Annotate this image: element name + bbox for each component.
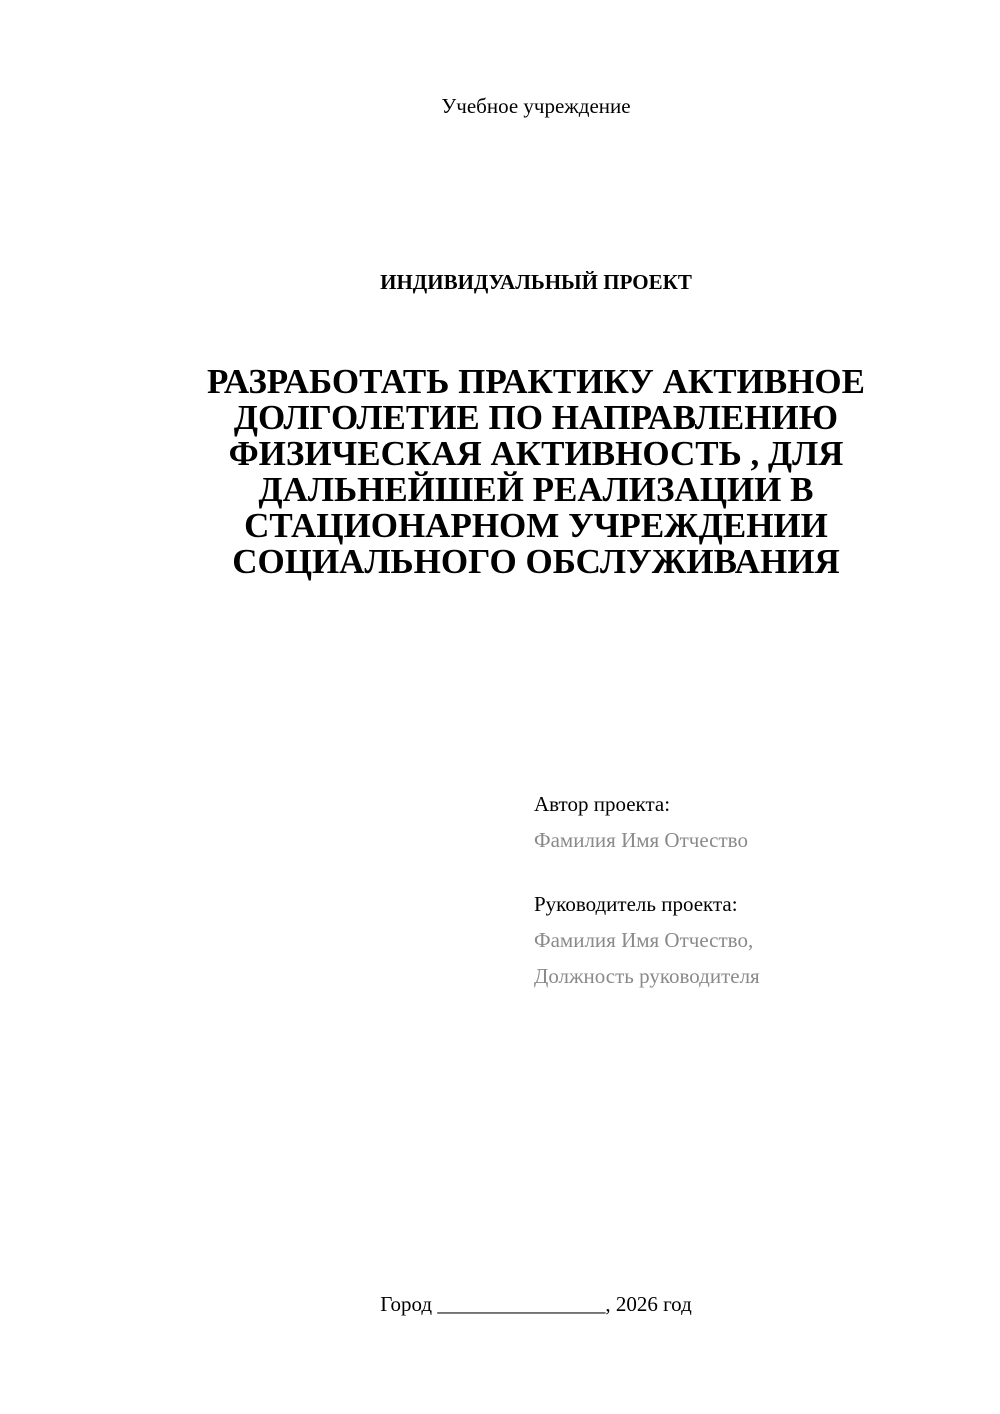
supervisor-position: Должность руководителя	[534, 964, 760, 988]
credits-spacer	[534, 858, 974, 886]
author-label: Автор проекта:	[534, 792, 671, 816]
supervisor-label: Руководитель проекта:	[534, 892, 738, 916]
author-name: Фамилия Имя Отчество	[534, 828, 748, 852]
document-type: ИНДИВИДУАЛЬНЫЙ ПРОЕКТ	[380, 270, 692, 294]
project-credits	[534, 786, 974, 994]
project-title-line: СОЦИАЛЬНОГО ОБСЛУЖИВАНИЯ	[232, 542, 840, 581]
project-title-line: ДАЛЬНЕЙШЕЙ РЕАЛИЗАЦИИ В	[258, 470, 814, 509]
city-year-line: Город ________________, 2026 год	[380, 1292, 692, 1316]
project-title-line: ДОЛГОЛЕТИЕ ПО НАПРАВЛЕНИЮ	[233, 398, 839, 437]
supervisor-name: Фамилия Имя Отчество,	[534, 928, 754, 952]
project-title-line: СТАЦИОНАРНОМ УЧРЕЖДЕНИИ	[244, 506, 828, 545]
project-title-line: РАЗРАБОТАТЬ ПРАКТИКУ АКТИВНОЕ	[207, 362, 865, 401]
project-title	[150, 364, 922, 580]
institution-name: Учебное учреждение	[441, 94, 631, 118]
project-title-line: ФИЗИЧЕСКАЯ АКТИВНОСТЬ , ДЛЯ	[228, 434, 844, 473]
